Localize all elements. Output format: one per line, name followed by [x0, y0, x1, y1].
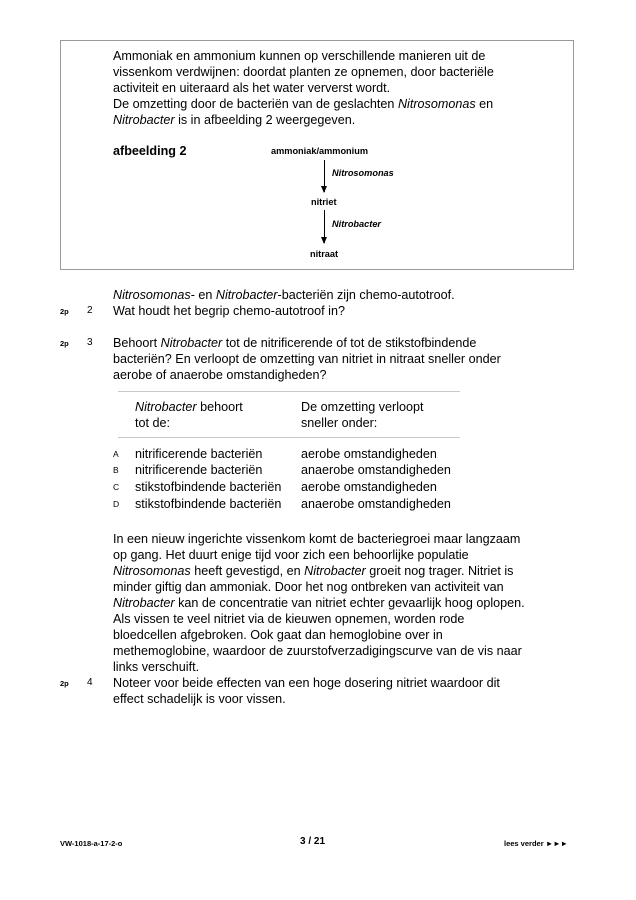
option-letter-d: D	[113, 499, 120, 509]
diagram-nitriet: nitriet	[311, 197, 337, 207]
question-3-line-2: bacteriën? En verloopt de omzetting van nitriet in nitraat sneller onder	[113, 352, 501, 366]
question-3-line-3: aerobe of anaerobe omstandigheden?	[113, 368, 327, 382]
paragraph-line-5: Nitrobacter kan de concentratie van nitriet echter gevaarlijk hoog oplopen.	[113, 596, 525, 610]
table-header-rule	[118, 437, 460, 438]
question-4-points: 2p	[60, 679, 69, 688]
option-b-col2: anaerobe omstandigheden	[301, 463, 451, 477]
arrow-down-icon	[324, 160, 325, 192]
question-2-points: 2p	[60, 307, 69, 316]
option-d-col2: anaerobe omstandigheden	[301, 497, 451, 511]
question-4-line-2: effect schadelijk is voor vissen.	[113, 692, 286, 706]
paragraph-line-6: Als vissen te veel nitriet via de kieuwen opnemen, worden rode	[113, 612, 465, 626]
table-header-col2-line2: sneller onder:	[301, 416, 378, 430]
intro-line-1: Ammoniak en ammonium kunnen op verschillende manieren uit de	[113, 49, 486, 63]
question-3-points: 2p	[60, 339, 69, 348]
option-letter-b: B	[113, 465, 119, 475]
paragraph-line-3: Nitrosomonas heeft gevestigd, en Nitrobacter groeit nog trager. Nitriet is	[113, 564, 514, 578]
question-3-line-1: Behoort Nitrobacter tot de nitrificerende of tot de stikstofbindende	[113, 336, 477, 350]
paragraph-line-4: minder giftig dan ammoniak. Door het nog ontbreken van activiteit van	[113, 580, 504, 594]
paragraph-line-2: op gang. Het duurt enige tijd voor zich een behoorlijke populatie	[113, 548, 469, 562]
diagram-nitrosomonas: Nitrosomonas	[332, 168, 394, 178]
option-c-col2: aerobe omstandigheden	[301, 480, 437, 494]
figure-label: afbeelding 2	[113, 144, 187, 158]
question-2-number: 2	[87, 305, 93, 316]
option-letter-c: C	[113, 482, 120, 492]
intro-line-3: activiteit en uiteraard als het water ververst wordt.	[113, 81, 391, 95]
diagram-nitraat: nitraat	[310, 249, 339, 259]
intro-line-2: vissenkom verdwijnen: doordat planten ze opnemen, door bacteriële	[113, 65, 494, 79]
table-top-rule	[118, 391, 460, 392]
option-d-col1: stikstofbindende bacteriën	[135, 497, 282, 511]
arrow-down-icon	[324, 210, 325, 243]
question-4-line-1: Noteer voor beide effecten van een hoge dosering nitriet waardoor dit	[113, 676, 500, 690]
footer-page-number: 3 / 21	[300, 836, 326, 847]
option-letter-a: A	[113, 449, 119, 459]
intro-line-4: De omzetting door de bacteriën van de geslachten Nitrosomonas en	[113, 97, 494, 111]
paragraph-line-8: methemoglobine, waardoor de zuurstofverzadigingscurve van de vis naar	[113, 644, 522, 658]
question-2-text: Wat houdt het begrip chemo-autotroof in?	[113, 304, 345, 318]
option-a-col2: aerobe omstandigheden	[301, 447, 437, 461]
option-c-col1: stikstofbindende bacteriën	[135, 480, 282, 494]
question-3-number: 3	[87, 337, 93, 348]
paragraph-line-7: bloedcellen afgebroken. Ook gaat dan hemoglobine over in	[113, 628, 443, 642]
paragraph-line-9: links verschuift.	[113, 660, 200, 674]
footer-next-page: lees verder ►►►	[504, 839, 568, 848]
option-a-col1: nitrificerende bacteriën	[135, 447, 263, 461]
paragraph-line-1: In een nieuw ingerichte vissenkom komt de bacteriegroei maar langzaam	[113, 532, 521, 546]
table-header-col2: De omzetting verloopt	[301, 400, 424, 414]
diagram-nitrobacter: Nitrobacter	[332, 219, 382, 229]
table-header-col1-line2: tot de:	[135, 416, 171, 430]
table-header-col1: Nitrobacter behoort	[135, 400, 243, 414]
statement-line: Nitrosomonas- en Nitrobacter-bacteriën zijn chemo-autotroof.	[113, 288, 455, 302]
footer-code: VW-1018-a-17-2-o	[60, 839, 123, 848]
diagram-ammoniak: ammoniak/ammonium	[271, 146, 369, 156]
question-4-number: 4	[87, 677, 93, 688]
intro-line-5: Nitrobacter is in afbeelding 2 weergegeven.	[113, 113, 356, 127]
option-b-col1: nitrificerende bacteriën	[135, 463, 263, 477]
